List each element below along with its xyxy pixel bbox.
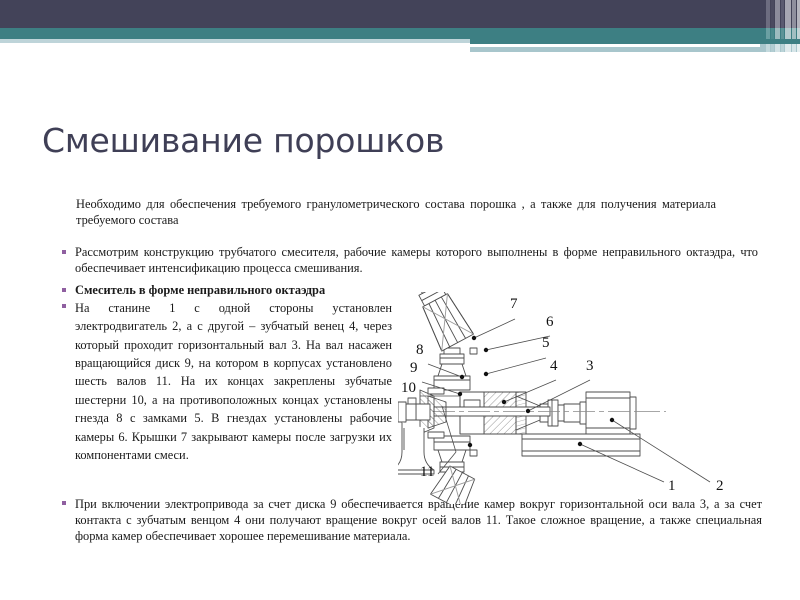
diagram-part-upper-arm	[411, 292, 477, 390]
bullet-marker-icon	[62, 501, 66, 505]
diagram-callout-11: 11	[420, 464, 435, 480]
diagram-callout-7: 7	[510, 296, 518, 312]
bullet-marker-icon	[62, 304, 66, 308]
diagram-callout-9: 9	[410, 360, 418, 376]
list-item-label: На станине 1 с одной стороны установлен электродвигатель 2, а с другой – зубчатый венец 4, через который проходит горизонтальный вал 3. На вал насажен вращающийся диск 9, на котором в корпусах установлено шесть валов 11. На их концах закреплены зубчатые шестерни 10, а на противоположных концах установлены гнезда 8 с замками 5. В гнездах установлены рабочие камеры 6. Крышки 7 закрывают камеры после загрузки их компонентами смеси.	[75, 301, 392, 462]
diagram-callout-2: 2	[716, 478, 724, 494]
mixer-assembly-diagram	[398, 292, 798, 504]
page-title: Смешивание порошков	[42, 121, 445, 160]
intro-paragraph: Необходимо для обеспечения требуемого гранулометрического состава порошка , а также для получения материала требуемого состава	[76, 197, 716, 227]
list-item	[62, 245, 758, 276]
diagram-part-motor	[540, 392, 636, 434]
diagram-callout-6: 6	[546, 314, 554, 330]
list-item-label: Смеситель в форме неправильного октаэдра	[75, 283, 326, 297]
diagram-callout-1: 1	[668, 478, 676, 494]
list-item	[62, 299, 392, 464]
diagram-callout-3: 3	[586, 358, 594, 374]
list-item-label: При включении электропривода за счет диска 9 обеспечивается вращение камер вокруг горизонтальной оси вала 3, а за счет контакта с зубчатым венцом 4 они получают вращение вокруг осей валов 11. Такое сложное вращение, а также специальная форма камер обеспечивает хорошее перемешивание материала.	[75, 497, 762, 544]
list-item-label: Рассмотрим конструкцию трубчатого смесителя, рабочие камеры которого выполнены в форме неправильного октаэдра, что обеспечивает интенсификацию процесса смешивания.	[75, 245, 758, 275]
diagram-callout-8: 8	[416, 342, 424, 358]
diagram-callout-5: 5	[542, 335, 550, 351]
bullet-marker-icon	[62, 288, 66, 292]
bullet-marker-icon	[62, 250, 66, 254]
diagram-callout-10: 10	[401, 380, 416, 396]
diagram-callout-4: 4	[550, 358, 558, 374]
